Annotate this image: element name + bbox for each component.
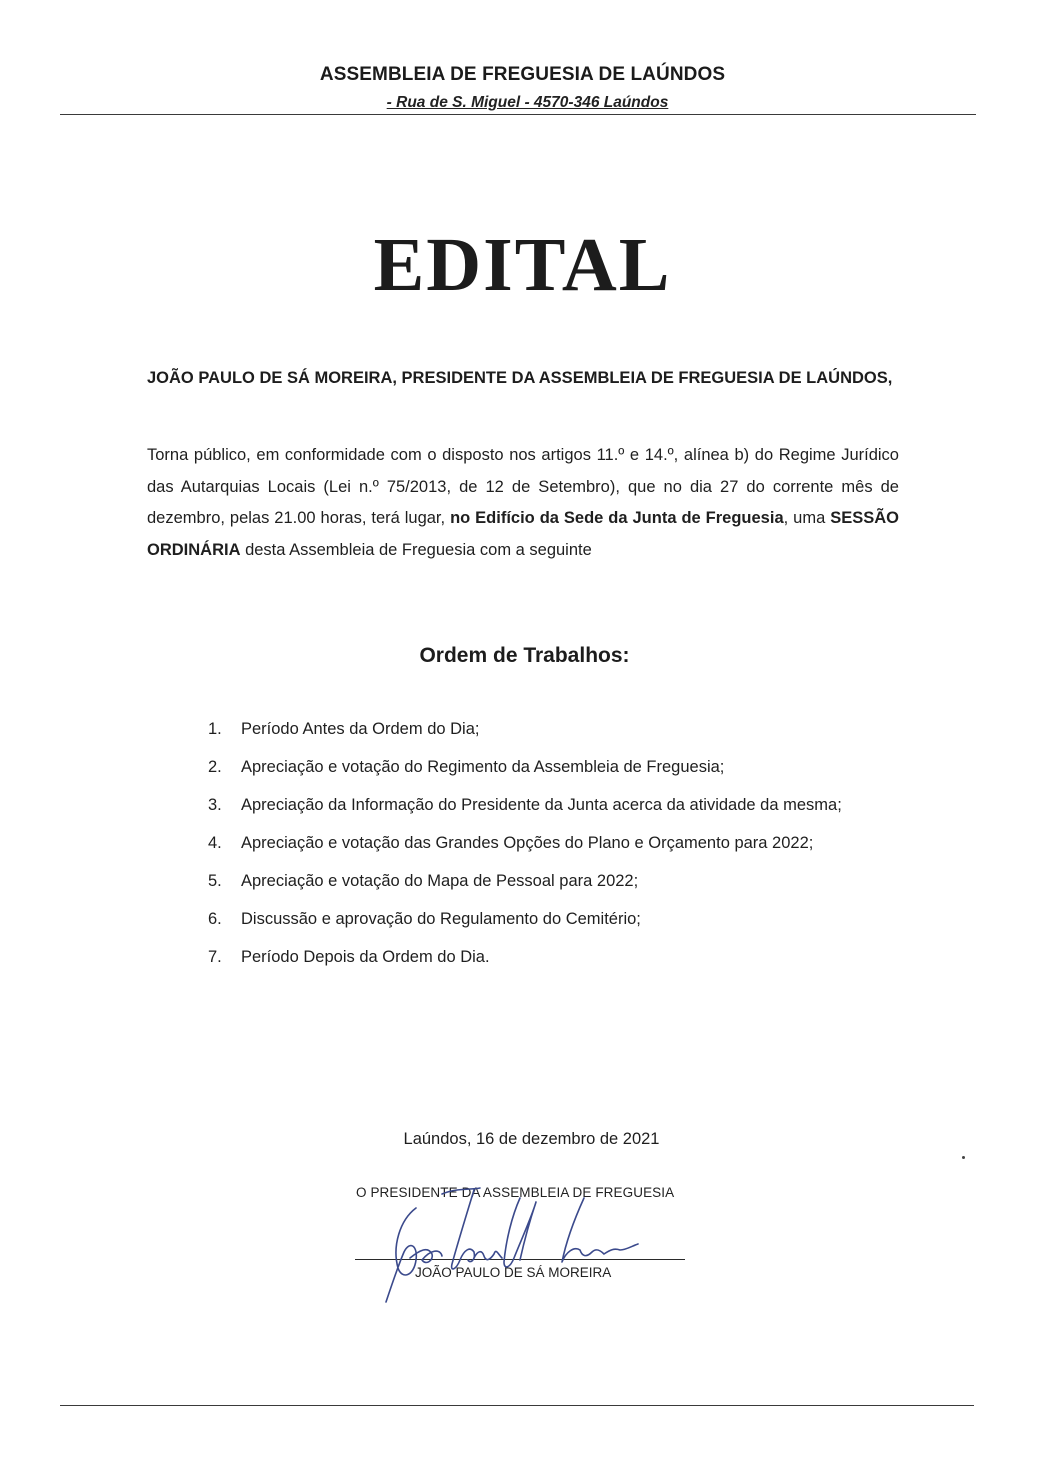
agenda-item-number: 4.: [208, 834, 222, 852]
footer-divider: [60, 1405, 974, 1406]
agenda-item-number: 1.: [208, 720, 222, 738]
agenda-item: [200, 900, 899, 938]
signature-stroke: [410, 1250, 442, 1263]
document-title: EDITAL: [373, 223, 672, 307]
agenda-item-number: 3.: [208, 796, 222, 814]
agenda-item: [200, 710, 899, 748]
agenda-item-text: Período Depois da Ordem do Dia.: [241, 948, 490, 966]
agenda-item-text: Discussão e aprovação do Regulamento do Cemitério;: [241, 910, 641, 928]
place-and-date: Laúndos, 16 de dezembro de 2021: [403, 1130, 660, 1148]
agenda-item: [200, 748, 899, 786]
body-text-2: , uma: [783, 509, 831, 527]
agenda-item-text: Apreciação e votação do Mapa de Pessoal para 2022;: [241, 872, 639, 890]
agenda-item-text: Período Antes da Ordem do Dia;: [241, 720, 480, 738]
signature-stroke: [386, 1208, 416, 1302]
organization-address: - Rua de S. Miguel - 4570-346 Laúndos: [386, 94, 669, 111]
signatory-role: O PRESIDENTE DA ASSEMBLEIA DE FREGUESIA: [356, 1185, 675, 1200]
signature-stroke: [474, 1251, 502, 1259]
organization-name: ASSEMBLEIA DE FREGUESIA DE LAÚNDOS: [319, 64, 726, 85]
agenda-list: [200, 710, 899, 976]
body-paragraph: [147, 440, 899, 566]
agenda-item-number: 6.: [208, 910, 222, 928]
scan-artifact: [962, 1156, 965, 1159]
agenda-item-number: 7.: [208, 948, 222, 966]
agenda-item: [200, 862, 899, 900]
signatory-name: JOÃO PAULO DE SÁ MOREIRA: [415, 1265, 612, 1280]
agenda-item-text: Apreciação da Informação do Presidente da Junta acerca da atividade da mesma;: [241, 796, 842, 814]
intro-heading: JOÃO PAULO DE SÁ MOREIRA, PRESIDENTE DA ASSEMBLEIA DE FREGUESIA DE LAÚNDOS,: [147, 369, 893, 387]
agenda-title: Ordem de Trabalhos:: [419, 644, 630, 667]
body-bold-session: SESSÃO ORDINÁRIA: [147, 509, 899, 559]
body-bold-location: no Edifício da Sede da Junta de Freguesia: [450, 509, 784, 527]
agenda-item: [200, 938, 899, 976]
header-divider: [60, 114, 976, 115]
signature-stroke: [504, 1198, 536, 1267]
body-text-1: Torna público, em conformidade com o disposto nos artigos 11.º e 14.º, alínea b) do Regime Jurídico das Autarquias Locais (Lei n.º 75/2013, de 12 de Setembro), que no dia 27 do corrente mês de dezembro, pelas 21.00 horas, terá lugar,: [147, 446, 899, 527]
agenda-item-number: 5.: [208, 872, 222, 890]
handwritten-signature: [370, 1180, 670, 1310]
signature-stroke: [562, 1198, 638, 1262]
body-text-3: desta Assembleia de Freguesia com a seguinte: [240, 540, 592, 559]
agenda-item-text: Apreciação e votação do Regimento da Assembleia de Freguesia;: [241, 758, 725, 776]
agenda-item: [200, 824, 899, 862]
agenda-item-number: 2.: [208, 758, 222, 776]
agenda-item: [200, 786, 899, 824]
agenda-item-text: Apreciação e votação das Grandes Opções do Plano e Orçamento para 2022;: [241, 834, 814, 852]
